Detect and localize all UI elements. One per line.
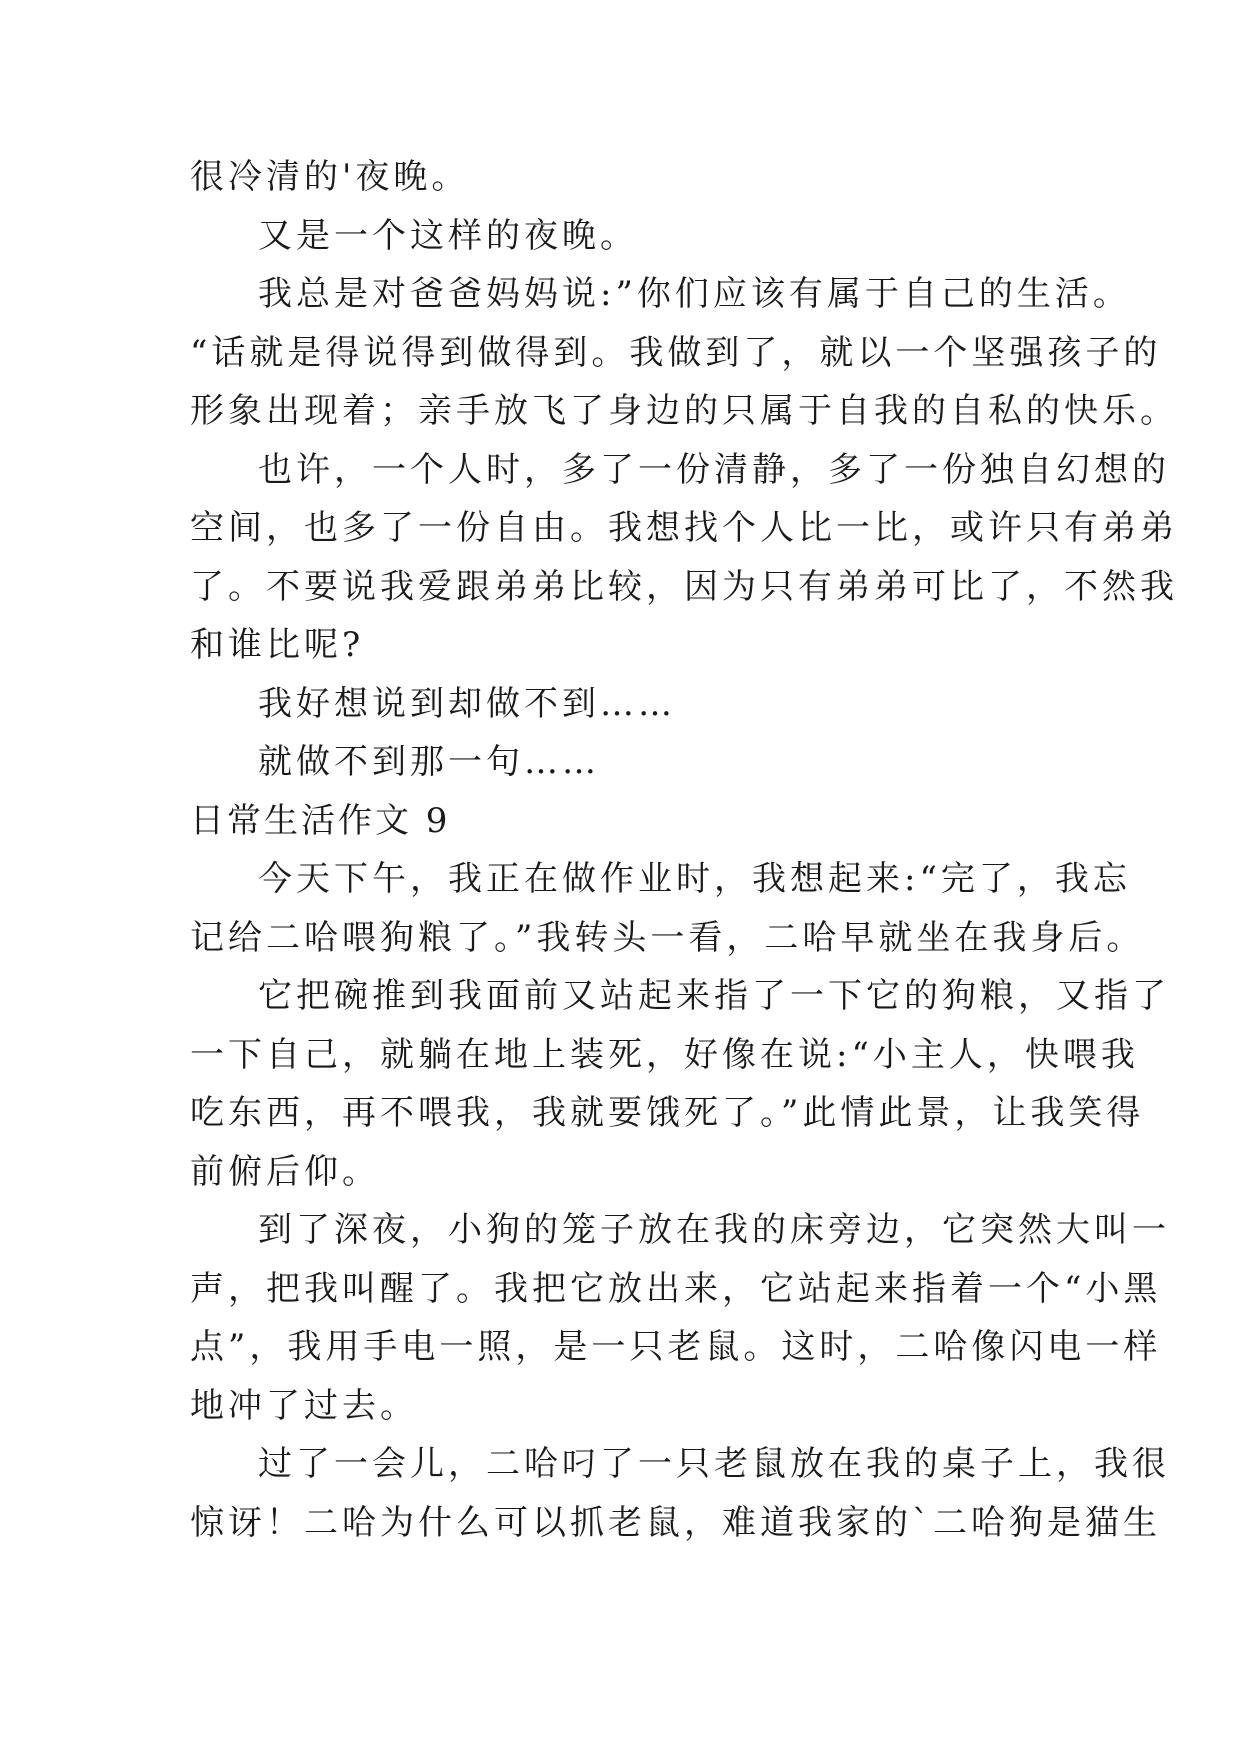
text-line: 声，把我叫醒了。我把它放出来，它站起来指着一个“小黑	[190, 1268, 1162, 1309]
text-line: 过了一会儿，二哈叼了一只老鼠放在我的桌子上，我很	[258, 1444, 1170, 1484]
text-line: 前俯后仰。	[190, 1151, 380, 1192]
text-line: 今天下午，我正在做作业时，我想起来:“完了，我忘	[258, 859, 1131, 899]
text-line: 吃东西，再不喂我，我就要饿死了。”此情此景，让我笑得	[190, 1093, 1145, 1133]
text-line: 空间，也多了一份自由。我想找个人比一比，或许只有弟弟	[190, 508, 1178, 548]
text-line: 很冷清的'夜晚。	[190, 157, 470, 197]
text-line: 形象出现着；亲手放飞了身边的只属于自我的自私的快乐。	[190, 391, 1178, 431]
text-line: 它把碗推到我面前又站起来指了一下它的狗粮，又指了	[258, 976, 1170, 1016]
text-line: 惊讶！二哈为什么可以抓老鼠，难道我家的`二哈狗是猫生	[190, 1502, 1161, 1543]
text-line: 和谁比呢?	[190, 625, 365, 665]
text-line: 就做不到那一句……	[258, 742, 600, 782]
section-heading: 日常生活作文 9	[190, 800, 451, 841]
document-body	[190, 148, 1178, 1552]
text-line: “话就是得说得到做得到。我做到了，就以一个坚强孩子的	[190, 332, 1162, 373]
text-line: 一下自己，就躺在地上装死，好像在说:“小主人，快喂我	[190, 1034, 1139, 1075]
text-line: 我总是对爸爸妈妈说:”你们应该有属于自己的生活。	[258, 274, 1131, 314]
text-line: 我好想说到却做不到……	[258, 683, 676, 724]
text-line: 又是一个这样的夜晚。	[258, 215, 638, 256]
text-line: 记给二哈喂狗粮了。”我转头一看，二哈早就坐在我身后。	[190, 917, 1145, 958]
text-line: 了。不要说我爱跟弟弟比较，因为只有弟弟可比了，不然我	[190, 566, 1178, 607]
text-line: 点”，我用手电一照，是一只老鼠。这时，二哈像闪电一样	[190, 1327, 1162, 1367]
text-line: 到了深夜，小狗的笼子放在我的床旁边，它突然大叫一	[258, 1210, 1170, 1250]
text-line: 也许，一个人时，多了一份清静，多了一份独自幻想的	[258, 449, 1170, 490]
text-line: 地冲了过去。	[190, 1385, 418, 1426]
